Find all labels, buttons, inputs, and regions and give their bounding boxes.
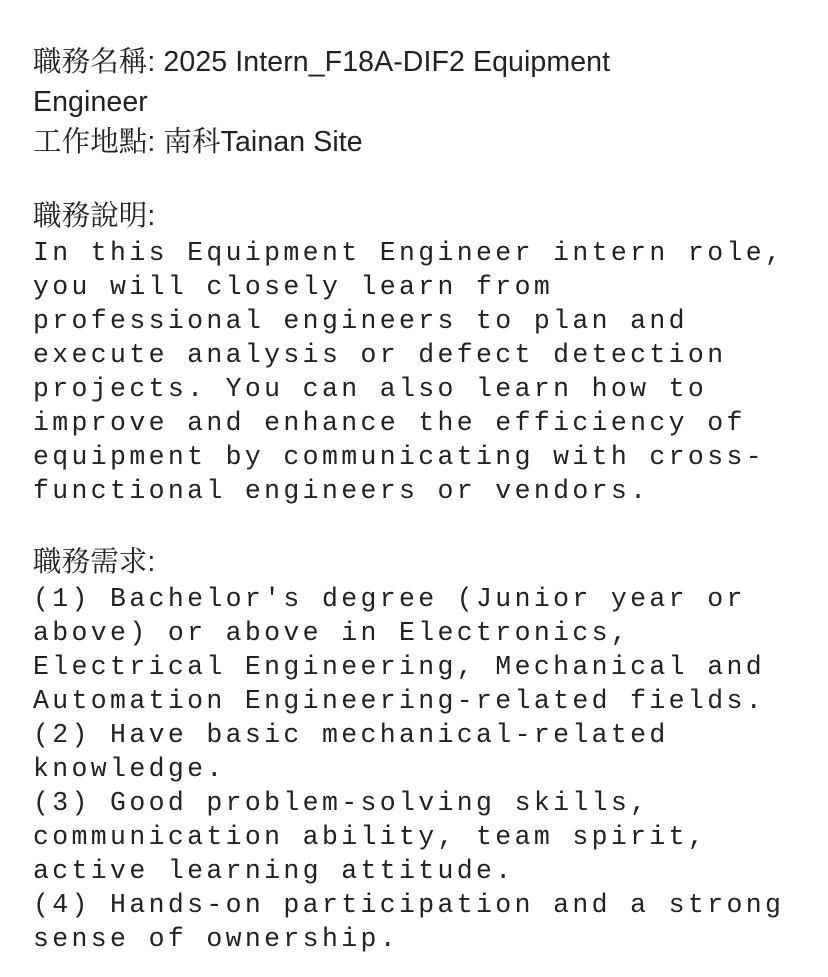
description-heading: 職務說明: — [33, 200, 156, 232]
spacer — [33, 162, 813, 196]
requirement-line: (1) Bachelor's degree (Junior year or — [33, 584, 746, 614]
requirements-body — [33, 582, 813, 956]
requirement-line: (3) Good problem-solving skills, — [33, 788, 650, 818]
requirement-line: knowledge. — [33, 754, 226, 784]
description-line: functional engineers or vendors. — [33, 476, 650, 506]
spacer — [33, 508, 813, 542]
description-body — [33, 236, 813, 508]
job-title-line-1: 職務名稱: 2025 Intern_F18A-DIF2 Equipment — [33, 46, 611, 78]
work-location: 工作地點: 南科Tainan Site — [33, 126, 363, 158]
description-line: equipment by communicating with cross- — [33, 442, 765, 472]
requirement-line: (4) Hands-on participation and a strong — [33, 890, 785, 920]
requirement-line: communication ability, team spirit, — [33, 822, 708, 852]
requirement-line: (2) Have basic mechanical-related — [33, 720, 669, 750]
requirement-line: active learning attitude. — [33, 856, 515, 886]
requirement-line: above) or above in Electronics, — [33, 618, 631, 648]
requirements-heading: 職務需求: — [33, 546, 156, 578]
description-line: execute analysis or defect detection — [33, 340, 727, 370]
description-line: improve and enhance the efficiency of — [33, 408, 746, 438]
job-title-line-2: Engineer — [33, 86, 148, 118]
description-line: In this Equipment Engineer intern role, — [33, 238, 785, 268]
job-posting — [33, 42, 813, 956]
requirement-line: Automation Engineering-related fields. — [33, 686, 765, 716]
description-line: you will closely learn from — [33, 272, 554, 302]
requirement-line: sense of ownership. — [33, 924, 399, 954]
description-line: professional engineers to plan and — [33, 306, 688, 336]
requirement-line: Electrical Engineering, Mechanical and — [33, 652, 765, 682]
description-line: projects. You can also learn how to — [33, 374, 708, 404]
